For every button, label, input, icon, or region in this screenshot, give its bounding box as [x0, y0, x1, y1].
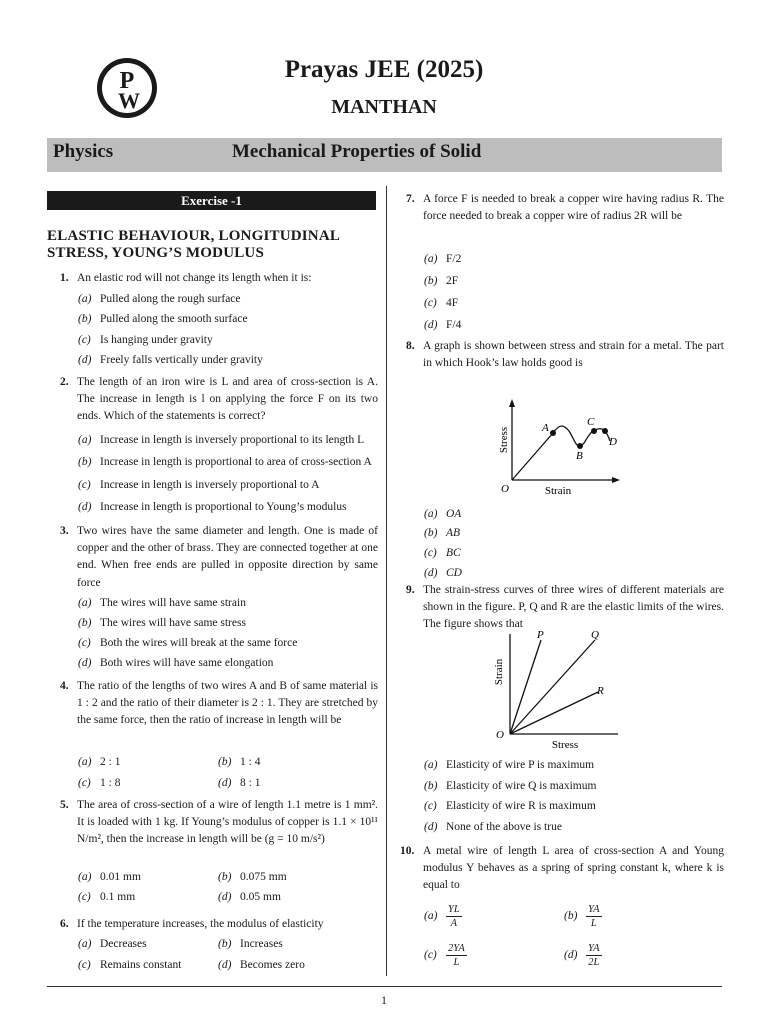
line-q — [510, 640, 595, 734]
subject-bar — [47, 138, 722, 172]
option-b[interactable]: (b) 0.075 mm — [218, 871, 287, 883]
option-d[interactable]: (d) F/4 — [424, 319, 462, 331]
option-d[interactable]: (d) None of the above is true — [424, 821, 562, 833]
fraction: $\frac{YA}{L}$ — [588, 904, 600, 929]
question-7 — [406, 191, 724, 225]
question-5 — [60, 797, 378, 849]
option-b[interactable]: (b) Increase in length is proportional to area of cross-section A — [78, 456, 372, 468]
question-text: An elastic rod will not change its length when it is: — [77, 272, 312, 284]
option-b[interactable]: (b) 2F — [424, 275, 459, 287]
option-d[interactable]: (d) Increase in length is proportional to Young’s modulus — [78, 501, 347, 513]
question-6 — [60, 916, 378, 933]
stress-strain-curve — [512, 426, 610, 480]
exercise-label: Exercise -1 — [47, 191, 376, 210]
point-b-label: B — [576, 450, 583, 462]
option-c[interactable]: (c) 0.1 mm — [78, 891, 136, 903]
option-a[interactable]: (a) Increase in length is inversely proportional to its length L — [78, 434, 365, 446]
option-b[interactable]: (b) $\frac{YA}{L}$ — [564, 904, 600, 929]
option-d[interactable]: (d) Both wires will have same elongation — [78, 657, 274, 669]
point-a-label: A — [542, 422, 549, 434]
option-b[interactable]: (b) Elasticity of wire Q is maximum — [424, 780, 597, 792]
question-number: 5. — [60, 799, 69, 811]
fraction: $\frac{YL}{A}$ — [448, 904, 460, 929]
question-text: The strain-stress curves of three wires of different materials are shown in the figure. P, Q and R are the elastic limits of the wires. The figure shows that — [423, 584, 724, 631]
point-d — [602, 428, 608, 434]
svg-text:W: W — [118, 88, 140, 113]
option-b[interactable]: (b) Increases — [218, 938, 283, 950]
x-axis-label: Stress — [551, 739, 579, 751]
y-axis-label: Strain — [493, 658, 505, 686]
origin-label: O — [496, 729, 504, 741]
point-c — [591, 428, 597, 434]
point-d-label: D — [609, 436, 617, 448]
question-4 — [60, 678, 378, 730]
question-9 — [406, 582, 724, 634]
question-1 — [60, 270, 378, 287]
option-a[interactable]: (a) Pulled along the rough surface — [78, 293, 241, 305]
question-text: A force F is needed to break a copper wire having radius R. The force needed to break a copper wire of radius 2R will be — [423, 193, 724, 223]
option-d[interactable]: (d) 0.05 mm — [218, 891, 281, 903]
point-a — [550, 430, 556, 436]
question-text: Two wires have the same diameter and length. One is made of copper and the other of brass. They are connected together at one end. When free ends are pulled in opposite direction by same force — [77, 525, 378, 589]
question-10 — [400, 843, 724, 895]
option-c[interactable]: (c) 1 : 8 — [78, 777, 121, 789]
line-p-label: P — [537, 629, 544, 641]
line-q-label: Q — [591, 629, 599, 641]
question-number: 1. — [60, 272, 69, 284]
stress-strain-graph — [490, 395, 630, 500]
option-c[interactable]: (c) 4F — [424, 297, 459, 309]
svg-text:P: P — [119, 68, 135, 94]
question-number: 7. — [406, 193, 415, 205]
question-number: 2. — [60, 376, 69, 388]
option-c[interactable]: (c) BC — [424, 547, 461, 559]
question-number: 4. — [60, 680, 69, 692]
page-number: 1 — [381, 993, 387, 1007]
option-c[interactable]: (c) Both the wires will break at the same force — [78, 637, 298, 649]
option-b[interactable]: (b) 1 : 4 — [218, 756, 261, 768]
option-c[interactable]: (c) Is hanging under gravity — [78, 334, 213, 346]
fraction: $\frac{2YA}{L}$ — [448, 943, 465, 968]
option-d[interactable]: (d) Becomes zero — [218, 959, 305, 971]
line-r-label: R — [597, 685, 604, 697]
page-subtitle: MANTHAN — [331, 96, 437, 118]
question-text: A metal wire of length L area of cross-section A and Young modulus Y behaves as a spring of spring constant k, where k is equal to — [423, 845, 724, 892]
option-d[interactable]: (d) $\frac{YA}{2L}$ — [564, 943, 600, 968]
question-number: 3. — [60, 525, 69, 537]
option-a[interactable]: (a) 0.01 mm — [78, 871, 141, 883]
question-text: The length of an iron wire is L and area of cross-section is A. The increase in length is l on applying the force F on its two ends. Which of the statements is correct? — [77, 376, 378, 423]
option-a[interactable]: (a) F/2 — [424, 253, 462, 265]
point-c-label: C — [587, 416, 595, 428]
option-c[interactable]: (c) $\frac{2YA}{L}$ — [424, 943, 465, 968]
page-title: Prayas JEE (2025) — [284, 56, 484, 83]
footer-divider — [47, 986, 722, 987]
option-a[interactable]: (a) $\frac{YL}{A}$ — [424, 904, 460, 929]
option-d[interactable]: (d) 8 : 1 — [218, 777, 261, 789]
option-c[interactable]: (c) Elasticity of wire R is maximum — [424, 800, 596, 812]
question-number: 6. — [60, 918, 69, 930]
option-c[interactable]: (c) Increase in length is inversely proportional to A — [78, 479, 320, 491]
question-2 — [60, 374, 378, 426]
question-text: A graph is shown between stress and strain for a metal. The part in which Hook’s law holds good is — [423, 340, 724, 370]
line-p — [510, 640, 541, 734]
subject-name: Physics — [53, 141, 114, 162]
origin-label: O — [501, 483, 509, 495]
option-a[interactable]: (a) Decreases — [78, 938, 147, 950]
option-a[interactable]: (a) OA — [424, 508, 462, 520]
question-8 — [406, 338, 724, 372]
line-r — [510, 692, 598, 734]
option-a[interactable]: (a) The wires will have same strain — [78, 597, 246, 609]
question-number: 10. — [400, 845, 415, 857]
option-d[interactable]: (d) CD — [424, 567, 462, 579]
option-c[interactable]: (c) Remains constant — [78, 959, 182, 971]
question-3 — [60, 523, 378, 592]
option-b[interactable]: (b) AB — [424, 527, 461, 539]
question-text: If the temperature increases, the modulus of elasticity — [77, 918, 324, 930]
question-text: The area of cross-section of a wire of length 1.1 metre is 1 mm². It is loaded with 1 kg. If Young’s modulus of copper is 1.1 × 10¹¹ N/m², then the increase in length will be (g = 10 m/s²) — [77, 799, 378, 846]
option-a[interactable]: (a) 2 : 1 — [78, 756, 121, 768]
y-axis-arrow — [509, 399, 515, 407]
column-divider — [386, 186, 387, 976]
question-number: 8. — [406, 340, 415, 352]
question-text: The ratio of the lengths of two wires A and B of same material is 1 : 2 and the ratio of their diameter is 2 : 1. They are stretched by the same force, then the ratio of increase in length will be — [77, 680, 378, 727]
point-b — [577, 443, 583, 449]
x-axis-label: Strain — [544, 485, 572, 497]
option-a[interactable]: (a) Elasticity of wire P is maximum — [424, 759, 595, 771]
strain-stress-graph — [490, 628, 625, 752]
y-axis-label: Stress — [498, 426, 510, 454]
option-b[interactable]: (b) Pulled along the smooth surface — [78, 313, 248, 325]
option-b[interactable]: (b) The wires will have same stress — [78, 617, 246, 629]
x-axis-arrow — [612, 477, 620, 483]
section-heading: ELASTIC BEHAVIOUR, LONGITUDINAL STRESS, YOUNG’S MODULUS — [47, 228, 340, 261]
question-number: 9. — [406, 584, 415, 596]
fraction: $\frac{YA}{2L}$ — [588, 943, 600, 968]
chapter-name: Mechanical Properties of Solid — [232, 141, 482, 162]
option-d[interactable]: (d) Freely falls vertically under gravity — [78, 354, 263, 366]
pw-logo — [96, 57, 158, 119]
